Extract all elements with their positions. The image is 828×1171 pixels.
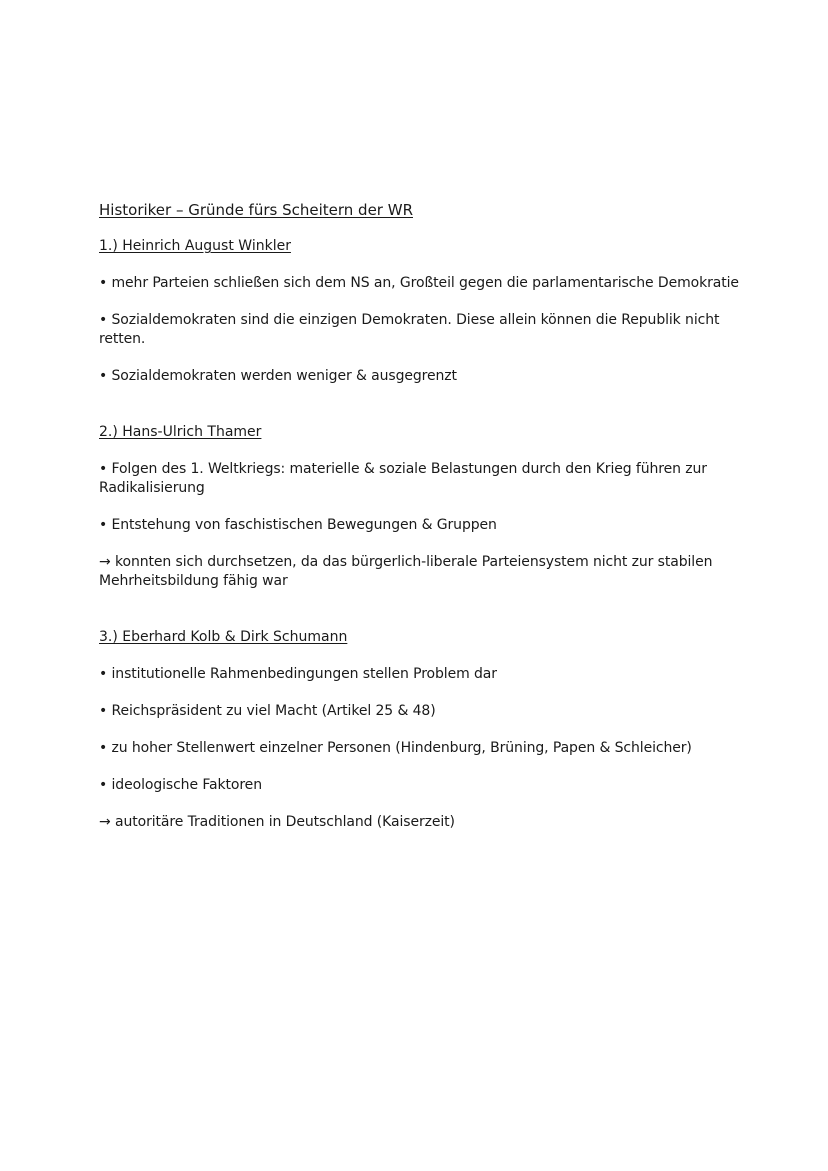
section-heading: 1.) Heinrich August Winkler: [99, 238, 291, 254]
section-heading: 3.) Eberhard Kolb & Dirk Schumann: [99, 629, 348, 645]
section-heading: 2.) Hans-Ulrich Thamer: [99, 424, 262, 440]
section-winkler: [99, 236, 739, 386]
bullet-point: • Entstehung von faschistischen Bewegungen & Gruppen: [99, 517, 497, 533]
bullet-point: • Sozialdemokraten werden weniger & ausgegrenzt: [99, 368, 457, 384]
bullet-point: • institutionelle Rahmenbedingungen stellen Problem dar: [99, 666, 497, 682]
bullet-point: • ideologische Faktoren: [99, 777, 262, 793]
bullet-point: • Folgen des 1. Weltkriegs: materielle & soziale Belastungen durch den Krieg führen zur Radikalisierung: [99, 461, 707, 496]
bullet-point: • Reichspräsident zu viel Macht (Artikel 25 & 48): [99, 703, 436, 719]
section-kolb-schumann: [99, 627, 739, 832]
arrow-point: → konnten sich durchsetzen, da das bürgerlich-liberale Parteiensystem nicht zur stabilen Mehrheitsbildung fähig war: [99, 554, 713, 589]
bullet-point: • zu hoher Stellenwert einzelner Personen (Hindenburg, Brüning, Papen & Schleicher): [99, 740, 692, 756]
bullet-point: • mehr Parteien schließen sich dem NS an, Großteil gegen die parlamentarische Demokratie: [99, 275, 739, 291]
document-title: Historiker – Gründe fürs Scheitern der WR: [99, 201, 413, 219]
section-thamer: [99, 422, 739, 591]
bullet-point: • Sozialdemokraten sind die einzigen Demokraten. Diese allein können die Republik nicht retten.: [99, 312, 720, 347]
arrow-point: → autoritäre Traditionen in Deutschland (Kaiserzeit): [99, 814, 455, 830]
document-content: [99, 200, 739, 850]
